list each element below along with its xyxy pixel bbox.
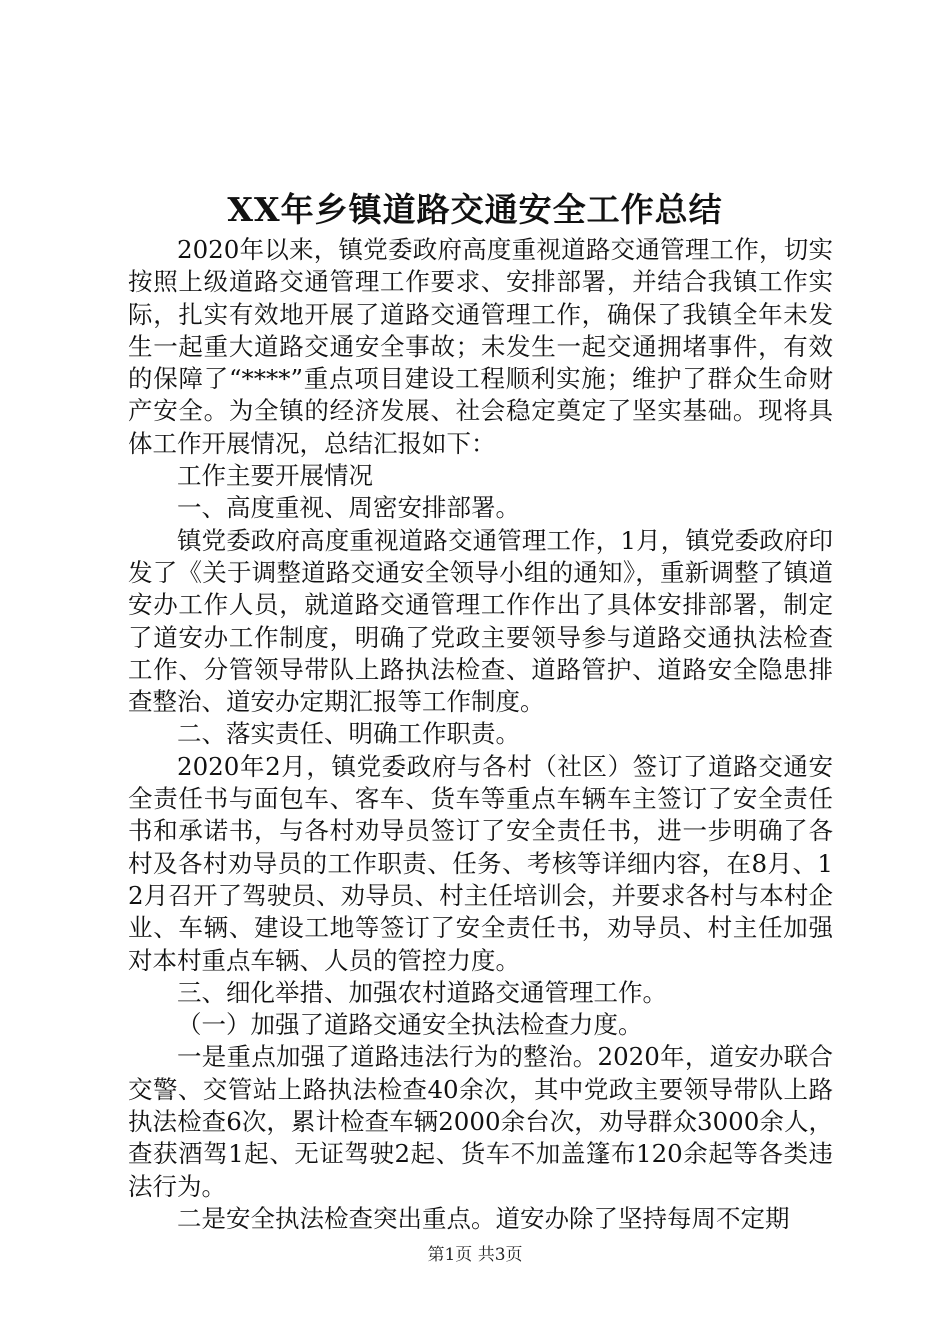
page-number-footer: 第1页 共3页 [427,1245,523,1265]
section-heading-main: 工作主要开展情况 [177,461,373,491]
paragraph-point-1: 一是重点加强了道路违法行为的整治。2020年，道安办联合交警、交管站上路执法检查40余次，其中党政主要领导带队上路执法检查6次，累计检查车辆2000余台次，劝导群众3000余人，查获酒驾1起、无证驾驶2起、货车不加盖篷布120余起等各类违法行为。 [128,1042,833,1201]
section-heading-2: 二、落实责任、明确工作职责。 [177,719,520,749]
paragraph-section-2: 2020年2月，镇党委政府与各村（社区）签订了道路交通安全责任书与面包车、客车、货车等重点车辆车主签订了安全责任书和承诺书，与各村劝导员签订了安全责任书，进一步明确了各村及各村劝导员的工作职责、任务、考核等详细内容，在8月、12月召开了驾驶员、劝导员、村主任培训会，并要求各村与本村企业、车辆、建设工地等签订了安全责任书，劝导员、村主任加强对本村重点车辆、人员的管控力度。 [128,751,833,975]
paragraph-section-1: 镇党委政府高度重视道路交通管理工作，1月，镇党委政府印发了《关于调整道路交通安全领导小组的通知》，重新调整了镇道安办工作人员，就道路交通管理工作作出了具体安排部署，制定了道安办工作制度，明确了党政主要领导参与道路交通执法检查工作、分管领导带队上路执法检查、道路管护、道路安全隐患排查整治、道安办定期汇报等工作制度。 [128,525,833,717]
document-title: XX年乡镇道路交通安全工作总结 [227,190,723,229]
section-heading-1: 一、高度重视、周密安排部署。 [177,493,520,523]
document-body [128,234,833,1235]
paragraph-intro: 2020年以来，镇党委政府高度重视道路交通管理工作，切实按照上级道路交通管理工作要求、安排部署，并结合我镇工作实际，扎实有效地开展了道路交通管理工作，确保了我镇全年未发生一起重大道路交通安全事故；未发生一起交通拥堵事件，有效的保障了“****”重点项目建设工程顺利实施；维护了群众生命财产安全。为全镇的经济发展、社会稳定奠定了坚实基础。现将具体工作开展情况，总结汇报如下： [128,235,833,458]
paragraph-point-2: 二是安全执法检查突出重点。道安办除了坚持每周不定期 [177,1203,790,1233]
subsection-heading-1: （一）加强了道路交通安全执法检查力度。 [177,1010,643,1040]
section-heading-3: 三、细化举措、加强农村道路交通管理工作。 [177,977,667,1007]
